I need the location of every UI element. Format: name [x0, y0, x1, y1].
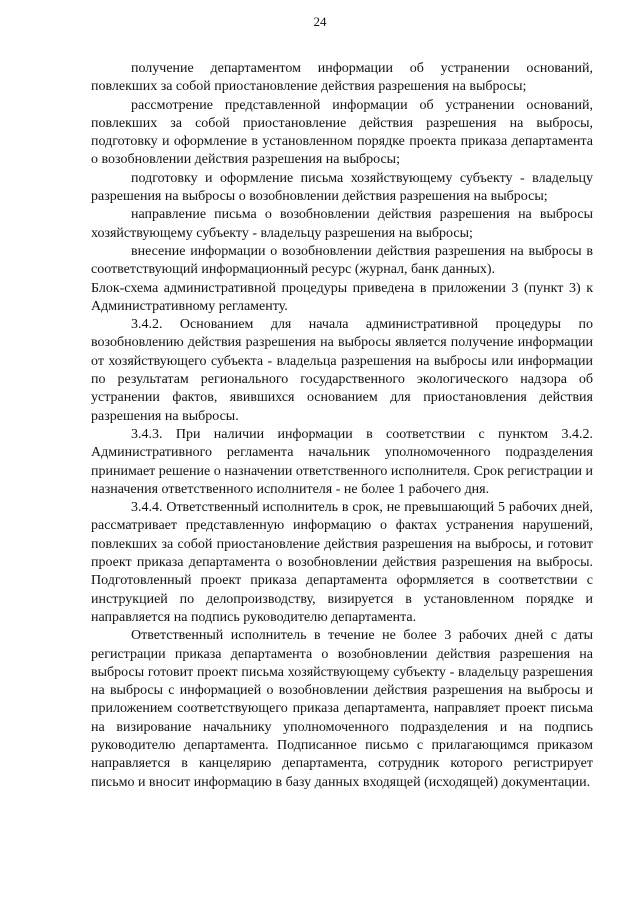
paragraph-responsible-executor: Ответственный исполнитель в течение не более 3 рабочих дней с даты регистрации приказа департамента о возобновлении действия разрешения на выбросы готовит проект письма хозяйствующему субъекту - владельцу разрешения на выбросы с информацией о возобновлении действия разрешения на выбросы и приложением соответствующего приказа департамента, направляет проект письма на визирование начальнику уполномоченного подразделения и на подпись руководителю департамента. Подписанное письмо с прилагающимся приказом направляется в канцелярию департамента, сотрудник которого регистрирует письмо и вносит информацию в базу данных входящей (исходящей) документации.: [91, 628, 593, 790]
paragraph-3-4-3: 3.4.3. При наличии информации в соответствии с пунктом 3.4.2. Административного регламента начальник уполномоченного подразделения принимает решение о назначении ответственного исполнителя. Срок регистрации и назначения ответственного исполнителя - не более 1 рабочего дня.: [91, 426, 593, 497]
document-body: [91, 60, 593, 792]
paragraph-flowchart-reference: Блок-схема административной процедуры приведена в приложении 3 (пункт 3) к Административному регламенту.: [91, 280, 593, 314]
paragraph-3-4-2: 3.4.2. Основанием для начала административной процедуры по возобновлению действия разрешения на выбросы является получение информации от хозяйствующего субъекта - владельца разрешения на выбросы или информации по результатам регионального государственного экологического надзора об устранении фактов, явившихся основанием для приостановления действия разрешения на выбросы.: [91, 317, 593, 424]
paragraph-3-4-4: 3.4.4. Ответственный исполнитель в срок, не превышающий 5 рабочих дней, рассматривает представленную информацию о фактах устранения нарушений, повлекших за собой приостановление действия разрешения на выбросы, и готовит проект приказа департамента о возобновлении действия разрешения на выбросы. Подготовленный проект приказа департамента оформляется в соответствии с инструкцией по делопроизводству, визируется в установленном порядке и направляется на подпись руководителю департамента.: [91, 500, 593, 625]
paragraph-list-item-data-entry: внесение информации о возобновлении действия разрешения на выбросы в соответствующий информационный ресурс (журнал, банк данных).: [91, 243, 593, 278]
paragraph-list-item-review: рассмотрение представленной информации об устранении оснований, повлекших за собой приостановление действия разрешения на выбросы, подготовку и оформление в установленном порядке проекта приказа департамента о возобновлении действия разрешения на выбросы;: [91, 97, 593, 168]
paragraph-list-item-receipt: получение департаментом информации об устранении оснований, повлекших за собой приостановление действия разрешения на выбросы;: [91, 61, 593, 95]
page-number: 24: [313, 14, 327, 29]
paragraph-list-item-letter-sending: направление письма о возобновлении действия разрешения на выбросы хозяйствующему субъекту - владельцу разрешения на выбросы;: [91, 207, 593, 241]
paragraph-list-item-letter-preparation: подготовку и оформление письма хозяйствующему субъекту - владельцу разрешения на выбросы о возобновлении действия разрешения на выбросы;: [91, 170, 593, 205]
